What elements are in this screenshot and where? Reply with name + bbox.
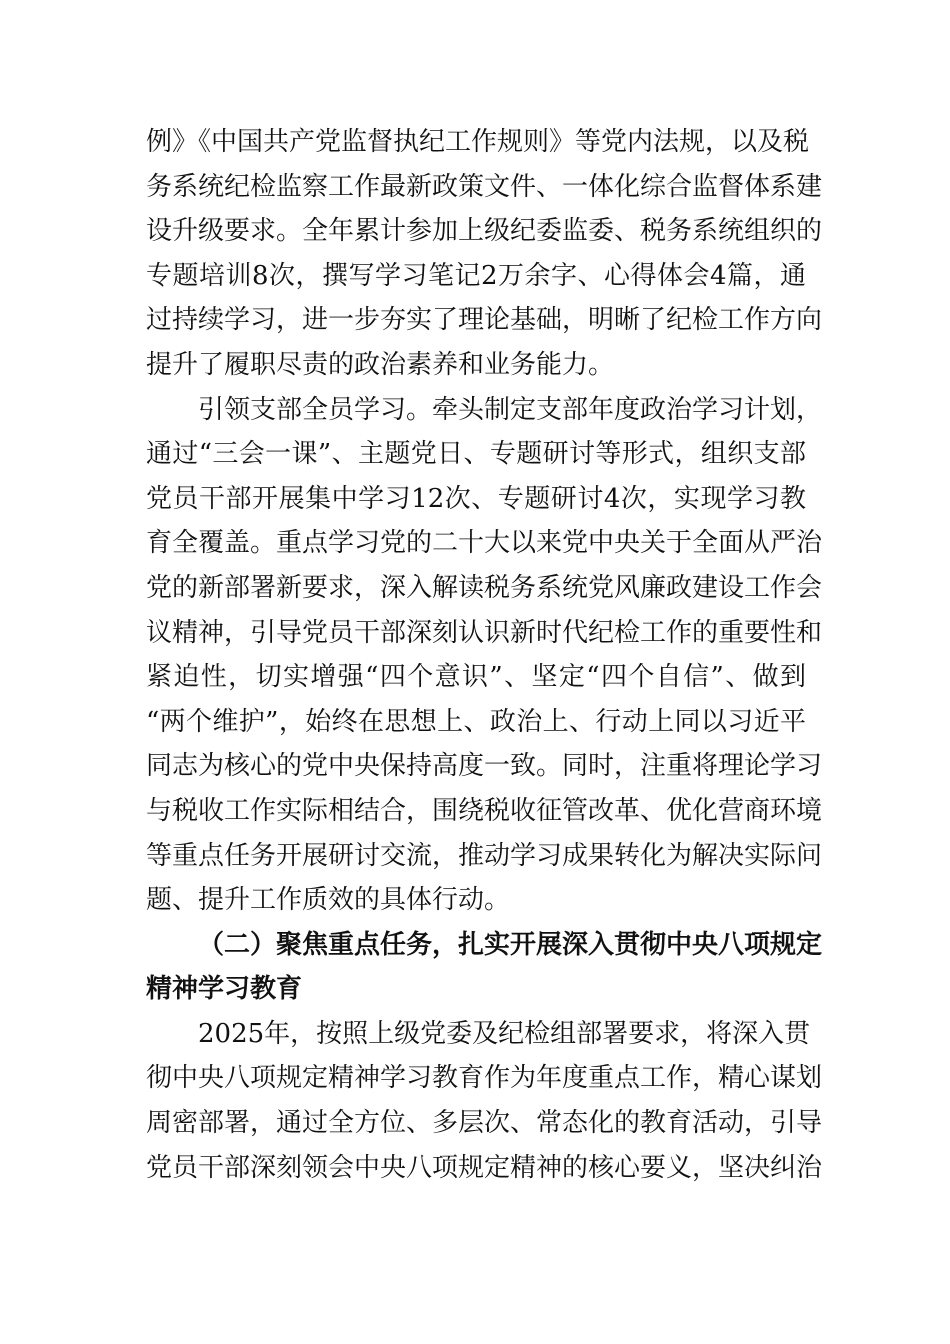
text-line: 设升级要求。全年累计参加上级纪委监委、税务系统组织的 [146,216,823,247]
text-line: 彻中央八项规定精神学习教育作为年度重点工作，精心谋划 [146,1063,823,1094]
paragraph-lead-branch-study [146,388,823,923]
paragraph-study-regulations [146,120,823,388]
heading-line: （二）聚焦重点任务，扎实开展深入贯彻中央八项规定 [198,929,823,960]
text-line: 提升了履职尽责的政治素养和业务能力。 [146,349,615,380]
text-line: 引领支部全员学习。牵头制定支部年度政治学习计划， [198,394,823,425]
text-line: 题、提升工作质效的具体行动。 [146,885,511,916]
text-line: 务系统纪检监察工作最新政策文件、一体化综合监督体系建 [146,171,823,202]
document-body [146,120,823,1190]
text-line: 同志为核心的党中央保持高度一致。同时，注重将理论学习 [146,751,823,782]
text-line: 党员干部深刻领会中央八项规定精神的核心要义，坚决纠治 [146,1152,823,1183]
text-line: 2025年，按照上级党委及纪检组部署要求，将深入贯 [198,1018,811,1049]
text-line: 例》《中国共产党监督执纪工作规则》等党内法规，以及税 [146,127,810,157]
section-heading [146,923,823,1012]
text-line: 紧迫性，切实增强“四个意识”、坚定“四个自信”、做到 [146,662,806,693]
text-line: 通过“三会一课”、主题党日、专题研讨等形式，组织支部 [146,439,806,470]
text-line: 议精神，引导党员干部深刻认识新时代纪检工作的重要性和 [146,617,823,648]
text-line: 专题培训8次，撰写学习笔记2万余字、心得体会4篇，通 [146,260,806,291]
text-line: 与税收工作实际相结合，围绕税收征管改革、优化营商环境 [146,795,823,826]
text-line: 育全覆盖。重点学习党的二十大以来党中央关于全面从严治 [146,528,823,559]
text-line: 等重点任务开展研讨交流，推动学习成果转化为解决实际问 [146,840,823,871]
text-line: 过持续学习，进一步夯实了理论基础，明晰了纪检工作方向 [146,305,823,336]
heading-line: 精神学习教育 [146,974,303,1005]
text-line: 周密部署，通过全方位、多层次、常态化的教育活动，引导 [146,1108,823,1139]
text-line: “两个维护”，始终在思想上、政治上、行动上同以习近平 [146,706,806,737]
paragraph-eight-point-study [146,1012,823,1190]
text-line: 党员干部开展集中学习12次、专题研讨4次，实现学习教 [146,483,806,514]
text-line: 党的新部署新要求，深入解读税务系统党风廉政建设工作会 [146,572,823,603]
